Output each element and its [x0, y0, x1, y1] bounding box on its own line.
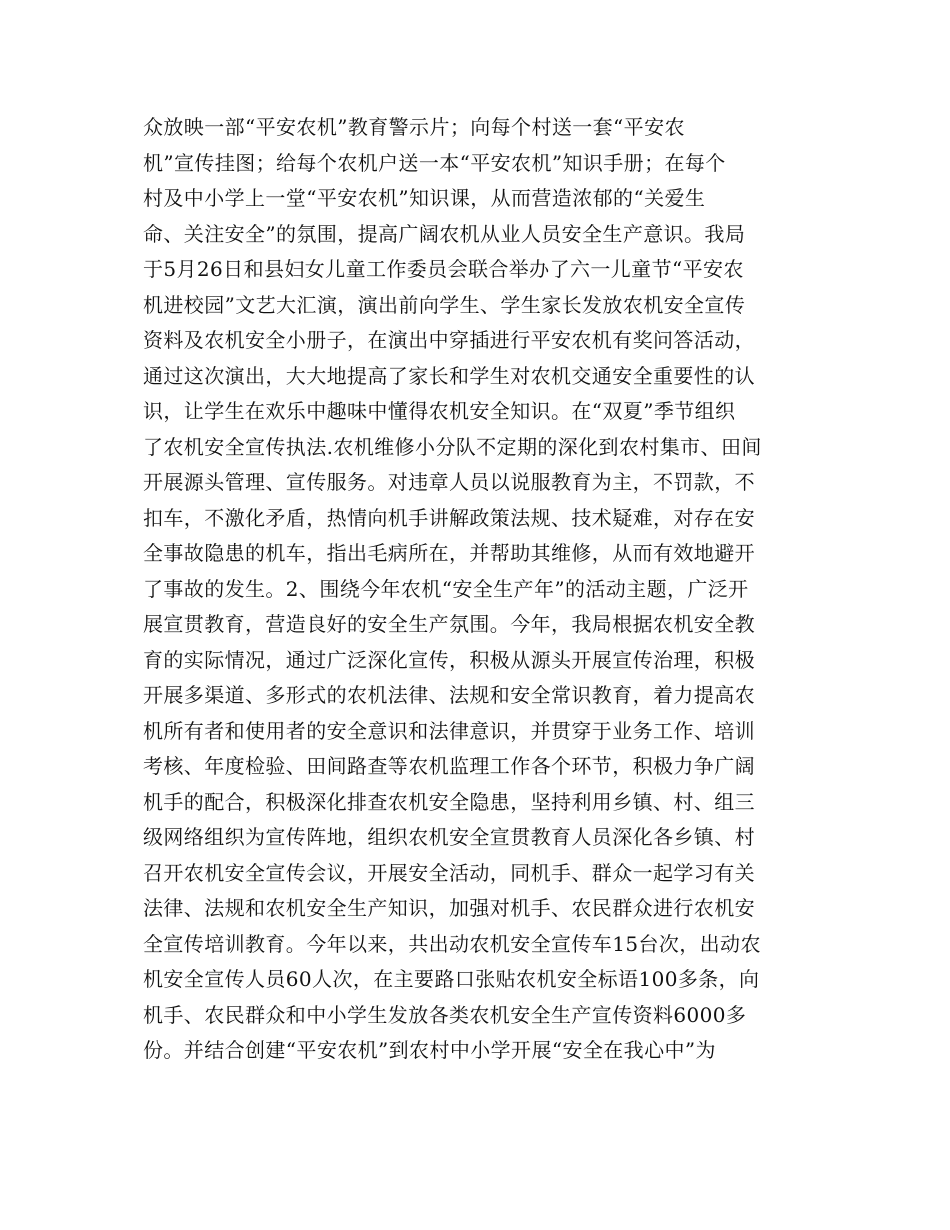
text-line: 识，让学生在欢乐中趣味中懂得农机安全知识。在“双夏”季节组织 — [143, 399, 736, 423]
text-line: 开展多渠道、多形式的农机法律、法规和安全常识教育，着力提高农 — [143, 683, 755, 707]
text-line: 展宣贯教育，营造良好的安全生产氛围。今年，我局根据农机安全教 — [143, 612, 755, 636]
text-line: 召开农机安全宣传会议，开展安全活动，同机手、群众一起学习有关 — [143, 860, 755, 885]
text-line: 命、关注安全”的氛围，提高广阔农机从业人员安全生产意识。我局 — [143, 221, 746, 246]
text-line: 全宣传培训教育。今年以来，共出动农机安全宣传车15台次，出动农 — [143, 931, 761, 956]
text-line: 机”宣传挂图；给每个农机户送一本“平安农机”知识手册；在每个 — [143, 150, 726, 175]
text-line: 机手的配合，积极深化排查农机安全隐患，坚持利用乡镇、村、组三 — [143, 789, 755, 814]
text-line: 全事故隐患的机车，指出毛病所在，并帮助其维修，从而有效地避开 — [143, 541, 755, 565]
text-line: 份。并结合创建“平安农机”到农村中小学开展“安全在我心中”为 — [143, 1038, 716, 1062]
text-line: 机所有者和使用者的安全意识和法律意识，并贯穿于业务工作、培训 — [143, 718, 755, 743]
text-line: 机手、农民群众和中小学生发放各类农机安全生产宣传资料6000多 — [143, 1002, 747, 1027]
text-line: 育的实际情况，通过广泛深化宣传，积极从源头开展宣传治理，积极 — [143, 647, 755, 672]
body-text — [143, 110, 813, 1069]
text-line: 通过这次演出，大大地提高了家长和学生对农机交通安全重要性的认 — [143, 363, 755, 388]
text-line: 扣车，不激化矛盾，热情向机手讲解政策法规、技术疑难，对存在安 — [143, 505, 755, 530]
text-line: 法律、法规和农机安全生产知识，加强对机手、农民群众进行农机安 — [143, 896, 755, 920]
text-line: 机进校园”文艺大汇演，演出前向学生、学生家长发放农机安全宣传 — [143, 292, 746, 317]
text-line: 村及中小学上一堂“平安农机”知识课，从而营造浓郁的“关爱生 — [143, 186, 706, 210]
text-line: 机安全宣传人员60人次，在主要路口张贴农机安全标语100多条，向 — [143, 967, 760, 991]
text-line: 于5月26日和县妇女儿童工作委员会联合举办了六一儿童节“平安农 — [143, 257, 744, 281]
text-line: 了事故的发生。2、围绕今年农机“安全生产年”的活动主题，广泛开 — [143, 576, 749, 601]
text-line: 资料及农机安全小册子，在演出中穿插进行平安农机有奖问答活动， — [143, 328, 755, 352]
text-line: 了农机安全宣传执法.农机维修小分队不定期的深化到农村集市、田间 — [143, 434, 762, 459]
text-line: 众放映一部“平安农机”教育警示片；向每个村送一套“平安农 — [143, 115, 685, 139]
text-line: 开展源头管理、宣传服务。对违章人员以说服教育为主，不罚款，不 — [143, 470, 755, 494]
text-line: 级网络组织为宣传阵地，组织农机安全宣贯教育人员深化各乡镇、村 — [143, 825, 755, 849]
text-line: 考核、年度检验、田间路查等农机监理工作各个环节，积极力争广阔 — [143, 754, 755, 778]
